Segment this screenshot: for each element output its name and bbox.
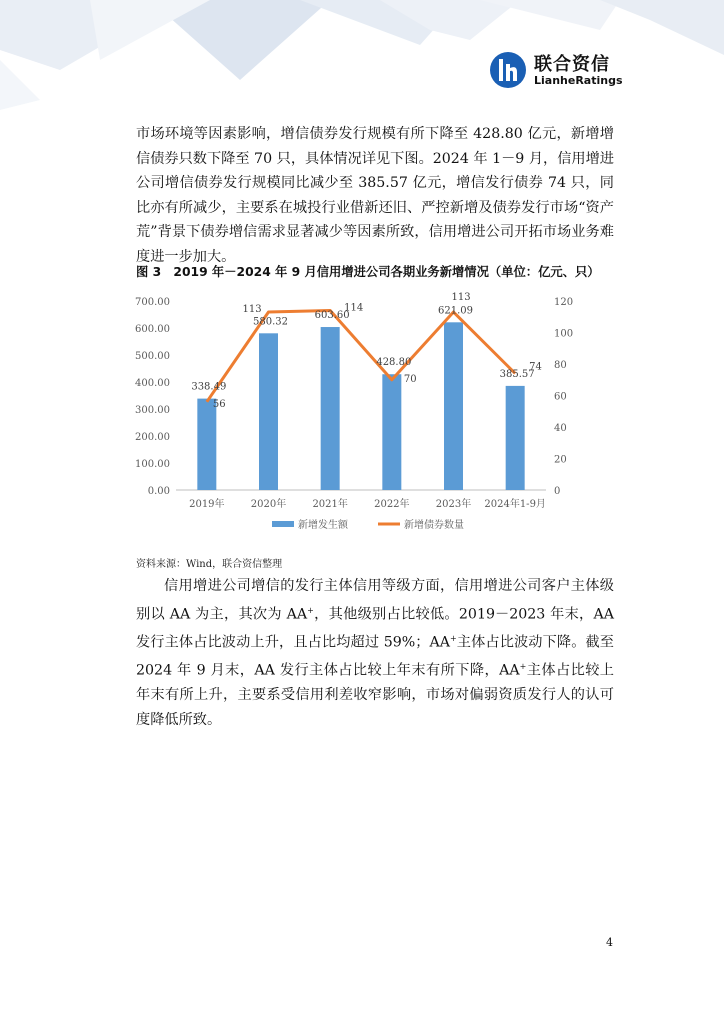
x-tick-label: 2020年 xyxy=(250,499,287,510)
p2-sup-3: + xyxy=(519,661,527,671)
combo-chart xyxy=(130,288,600,548)
p2-text-a: 信用增进公司增信的发行主体信用等级方面，信用增进公司客户主体级别以 AA 为主，其次为 AA xyxy=(136,578,614,623)
y-left-tick-label: 300.00 xyxy=(135,405,170,416)
company-logo xyxy=(490,50,630,94)
legend-label-line: 新增债券数量 xyxy=(404,520,464,531)
bar xyxy=(444,322,463,490)
x-tick-label: 2021年 xyxy=(312,499,348,510)
bar xyxy=(382,374,401,490)
y-right-tick-label: 0 xyxy=(554,486,561,497)
y-left-tick-label: 0.00 xyxy=(147,486,170,497)
figure-caption: 图 3 2019 年－2024 年 9 月信用增进公司各期业务新增情况（单位：亿元、只） xyxy=(136,265,600,279)
y-right-tick-label: 120 xyxy=(554,297,574,308)
y-right-tick-label: 20 xyxy=(554,454,567,466)
legend-label-bar: 新增发生额 xyxy=(298,520,348,531)
p2-text-c: 主体占比波动下降。截至 2024 年 9 月末，AA 发行主体占比较上年末有所下降，AA xyxy=(136,634,614,679)
bar-data-label: 621.09 xyxy=(438,305,473,317)
x-tick-label: 2022年 xyxy=(374,499,410,510)
y-left-tick-label: 700.00 xyxy=(135,297,170,308)
bar-data-label: 338.49 xyxy=(191,381,227,393)
bar xyxy=(197,399,216,490)
bar xyxy=(321,327,340,490)
y-left-tick-label: 600.00 xyxy=(135,324,170,335)
x-tick-label: 2019年 xyxy=(189,499,225,510)
x-tick-label: 2023年 xyxy=(435,499,472,510)
p2-text-b: ，其他级别占比较低。2019－2023 年末，AA 发行主体占比波动上升，且占比均超过 59%；AA xyxy=(136,606,615,651)
y-right-tick-label: 40 xyxy=(554,423,567,434)
bar-data-label: 580.32 xyxy=(253,316,288,328)
y-left-tick-label: 400.00 xyxy=(135,378,170,389)
bar-data-label: 428.80 xyxy=(376,357,412,369)
paragraph-2 xyxy=(136,574,614,732)
y-left-tick-label: 100.00 xyxy=(135,459,170,470)
logo-text-cn: 联合资信 xyxy=(534,54,610,75)
legend-swatch-bar xyxy=(272,521,294,527)
y-right-tick-label: 80 xyxy=(554,360,567,371)
page-number: 4 xyxy=(606,936,613,949)
line-data-label: 56 xyxy=(212,398,226,410)
y-right-tick-label: 60 xyxy=(554,391,567,403)
line-data-label: 70 xyxy=(403,373,417,385)
logo-icon xyxy=(490,52,526,88)
paragraph-1: 市场环境等因素影响，增信债券发行规模有所下降至 428.80 亿元，新增增信债券只数下降至 70 只，具体情况详见下图。2024 年 1－9 月，信用增进公司增信债券发行规模同比减少至 385.57 亿元，增信发行债券 74 只，同比亦有所减少，主要系在城投行业借新还旧、严控新增及债券发行市场“资产荒”背景下债券增信需求显著减少等因素所致，信用增进公司开拓市场业务难度进一步加大。 xyxy=(136,126,614,265)
line-data-label: 113 xyxy=(451,292,471,304)
x-tick-label: 2024年1-9月 xyxy=(484,499,546,510)
p2-sup-2: + xyxy=(449,633,457,643)
y-left-tick-label: 200.00 xyxy=(135,432,170,443)
p2-sup-1: + xyxy=(307,605,314,615)
bar xyxy=(259,333,278,490)
bar-data-label: 603.60 xyxy=(314,310,350,322)
chart-legend xyxy=(272,518,464,531)
line-data-label: 74 xyxy=(529,361,542,373)
bar-data-label: 385.57 xyxy=(499,368,535,380)
line-data-label: 113 xyxy=(242,304,262,316)
line-data-label: 114 xyxy=(344,302,364,314)
y-left-tick-label: 500.00 xyxy=(135,351,170,362)
figure-source: 资料来源：Wind，联合资信整理 xyxy=(136,559,283,570)
logo-text-en: LianheRatings xyxy=(534,74,623,87)
y-right-tick-label: 100 xyxy=(554,328,574,340)
bar xyxy=(506,386,525,490)
p2-text-d: 主体占比较上年末有所上升，主要系受信用利差收窄影响，市场对偏弱资质发行人的认可度降低所致。 xyxy=(136,662,614,728)
